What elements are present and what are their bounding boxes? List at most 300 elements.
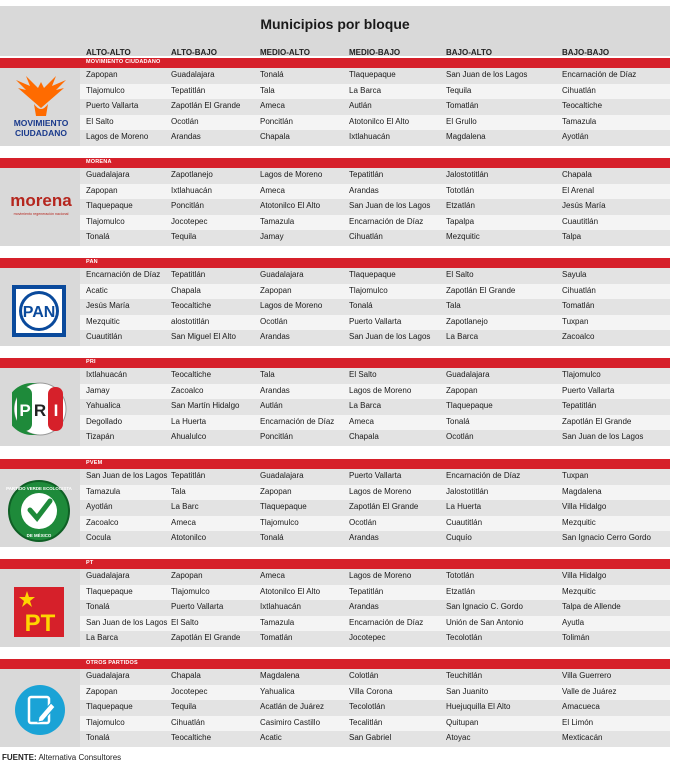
municipio-cell: Etzatlán bbox=[446, 586, 475, 596]
municipio-cell: Valle de Juárez bbox=[562, 686, 617, 696]
municipio-cell: Autlán bbox=[349, 101, 372, 111]
party-bar-left bbox=[0, 459, 80, 469]
municipio-cell: Tepatitlán bbox=[562, 401, 597, 411]
municipio-cell: Tlaquepaque bbox=[446, 401, 493, 411]
municipio-cell: Cuquío bbox=[446, 533, 472, 543]
municipio-cell: Ixtlahuacán bbox=[260, 602, 301, 612]
movimiento-ciudadano-logo bbox=[6, 74, 76, 140]
municipio-cell: Arandas bbox=[260, 332, 290, 342]
party-block bbox=[0, 358, 670, 446]
municipio-cell: San Juan de los Lagos bbox=[349, 201, 431, 211]
party-label: MOVIMIENTO CIUDADANO bbox=[86, 59, 161, 65]
municipio-cell: Yahualica bbox=[86, 401, 121, 411]
municipio-cell: Zapotlán El Grande bbox=[171, 101, 241, 111]
municipio-cell: Magdalena bbox=[446, 132, 486, 142]
municipio-cell: Cihuatlán bbox=[171, 717, 205, 727]
municipio-cell: Cihuatlán bbox=[349, 232, 383, 242]
party-logo-cell bbox=[0, 168, 80, 246]
table-row bbox=[80, 315, 670, 331]
municipio-cell: Tepatitlán bbox=[171, 270, 206, 279]
table-row bbox=[80, 84, 670, 100]
municipio-cell: Zapotlán El Grande bbox=[446, 285, 516, 295]
title-bar bbox=[0, 6, 670, 56]
otros-partidos-logo bbox=[13, 683, 67, 737]
municipio-cell: Tuxpan bbox=[562, 471, 589, 480]
municipio-cell: Atoyac bbox=[446, 733, 471, 743]
municipio-cell: Cuautitlán bbox=[446, 517, 483, 527]
municipio-cell: Quitupan bbox=[446, 717, 479, 727]
party-label: OTROS PARTIDOS bbox=[86, 660, 138, 666]
municipio-cell: Puerto Vallarta bbox=[349, 316, 402, 326]
municipio-cell: San Ignacio C. Gordo bbox=[446, 602, 523, 612]
municipio-cell: El Limón bbox=[562, 717, 594, 727]
municipio-cell: Talpa bbox=[562, 232, 582, 242]
municipio-cell: Chapala bbox=[171, 671, 201, 680]
table-row bbox=[80, 716, 670, 732]
municipio-cell: Degollado bbox=[86, 416, 123, 426]
municipio-cell: San Juanito bbox=[446, 686, 489, 696]
municipio-cell: Ayotlán bbox=[562, 132, 589, 142]
municipio-cell: Villa Corona bbox=[349, 686, 393, 696]
municipio-cell: Tala bbox=[260, 85, 275, 95]
municipio-cell: La Huerta bbox=[446, 502, 482, 512]
municipio-cell: Zapotlanejo bbox=[446, 316, 488, 326]
municipio-cell: Lagos de Moreno bbox=[260, 301, 323, 311]
table-row bbox=[80, 569, 670, 585]
party-bar bbox=[80, 258, 670, 268]
eagle-icon bbox=[16, 76, 66, 108]
municipio-cell: Tlajomulco bbox=[260, 517, 299, 527]
municipio-cell: Autlán bbox=[260, 401, 283, 411]
party-block bbox=[0, 58, 670, 146]
column-header: BAJO-ALTO bbox=[446, 48, 492, 57]
party-block bbox=[0, 459, 670, 547]
table-row bbox=[80, 68, 670, 84]
pvem-logo bbox=[6, 479, 72, 543]
municipio-cell: Zapopan bbox=[86, 185, 118, 195]
table-row bbox=[80, 600, 670, 616]
municipio-cell: Acatic bbox=[86, 285, 108, 295]
municipio-cell: Tepatitlán bbox=[349, 170, 384, 179]
municipio-cell: Ameca bbox=[260, 185, 285, 195]
municipio-cell: Teuchitlán bbox=[446, 671, 483, 680]
municipio-cell: Tonalá bbox=[86, 232, 110, 242]
municipio-cell: San Juan de los Lagos bbox=[446, 70, 528, 79]
party-bar bbox=[80, 158, 670, 168]
municipio-cell: Atotonilco El Alto bbox=[349, 116, 410, 126]
logo-text: PT bbox=[24, 610, 56, 637]
column-header: MEDIO-ALTO bbox=[260, 48, 310, 57]
municipio-cell: Tala bbox=[260, 370, 275, 379]
party-logo-cell bbox=[0, 469, 80, 547]
municipio-cell: Unión de San Antonio bbox=[446, 617, 524, 627]
party-bar bbox=[80, 559, 670, 569]
municipio-cell: Puerto Vallarta bbox=[86, 101, 139, 111]
municipio-cell: Arandas bbox=[349, 185, 379, 195]
municipio-cell: Teocaltiche bbox=[171, 301, 212, 311]
municipio-cell: Chapala bbox=[562, 170, 592, 179]
table-row bbox=[80, 199, 670, 215]
municipio-cell: Ameca bbox=[171, 517, 196, 527]
municipio-cell: Tecolotlán bbox=[446, 633, 483, 643]
municipio-cell: Tomatlán bbox=[562, 301, 595, 311]
municipio-cell: Zapopan bbox=[86, 686, 118, 696]
municipio-cell: Casimiro Castillo bbox=[260, 717, 321, 727]
municipio-cell: Tonalá bbox=[349, 301, 373, 311]
municipio-cell: Arandas bbox=[349, 602, 379, 612]
municipio-cell: alostotitlán bbox=[171, 316, 210, 326]
municipio-cell: Ayutla bbox=[562, 617, 585, 627]
party-label: MORENA bbox=[86, 159, 112, 165]
party-logo-cell bbox=[0, 268, 80, 346]
table-row bbox=[80, 616, 670, 632]
municipio-cell: San Juan de los Lagos bbox=[562, 432, 644, 442]
municipio-cell: San Miguel El Alto bbox=[171, 332, 236, 342]
party-bar-left bbox=[0, 358, 80, 368]
municipio-cell: Lagos de Moreno bbox=[260, 170, 323, 179]
municipio-cell: Jamay bbox=[260, 232, 284, 242]
municipio-cell: Tamazula bbox=[562, 116, 597, 126]
table-row bbox=[80, 399, 670, 415]
municipio-cell: Tlajomulco bbox=[349, 285, 388, 295]
municipio-cell: Jocotepec bbox=[171, 686, 208, 696]
party-logo-cell bbox=[0, 569, 80, 647]
table-row bbox=[80, 230, 670, 246]
table-row bbox=[80, 215, 670, 231]
municipio-cell: Encarnación de Díaz bbox=[349, 617, 424, 627]
logo-text: CIUDADANO bbox=[15, 128, 67, 138]
municipio-cell: El Salto bbox=[446, 270, 474, 279]
pan-logo bbox=[12, 285, 66, 337]
source-text: Alternativa Consultores bbox=[36, 753, 122, 762]
table-row bbox=[80, 115, 670, 131]
party-label: PRI bbox=[86, 359, 96, 365]
table-row bbox=[80, 184, 670, 200]
municipio-cell: La Barca bbox=[349, 401, 382, 411]
municipio-cell: Chapala bbox=[171, 285, 201, 295]
municipio-cell: Mezquitic bbox=[86, 316, 120, 326]
municipio-cell: La Barc bbox=[171, 502, 199, 512]
table-row bbox=[80, 299, 670, 315]
source-note bbox=[2, 753, 121, 762]
municipio-cell: Ocotlán bbox=[446, 432, 474, 442]
table-row bbox=[80, 631, 670, 647]
municipio-cell: Tlajomulco bbox=[86, 85, 125, 95]
municipio-cell: San Gabriel bbox=[349, 733, 392, 743]
municipio-cell: Ameca bbox=[349, 416, 374, 426]
column-header: BAJO-BAJO bbox=[562, 48, 610, 57]
municipio-cell: Zacoalco bbox=[86, 517, 119, 527]
table-row bbox=[80, 384, 670, 400]
municipio-cell: Zacoalco bbox=[171, 385, 204, 395]
municipio-cell: Encarnación de Díaz bbox=[562, 70, 637, 79]
municipio-cell: Jamay bbox=[86, 385, 110, 395]
municipio-cell: Amacueca bbox=[562, 702, 600, 712]
municipio-cell: Atotonilco El Alto bbox=[260, 586, 321, 596]
column-header: MEDIO-BAJO bbox=[349, 48, 401, 57]
municipio-cell: Puerto Vallarta bbox=[349, 471, 402, 480]
municipio-cell: Villa Hidalgo bbox=[562, 502, 607, 512]
municipio-cell: Cihuatlán bbox=[562, 285, 596, 295]
municipio-cell: Tizapán bbox=[86, 432, 115, 442]
municipio-cell: Huejuquilla El Alto bbox=[446, 702, 511, 712]
municipio-cell: Guadalajara bbox=[260, 270, 304, 279]
municipio-cell: Teocaltiche bbox=[562, 101, 603, 111]
municipio-cell: Tototlán bbox=[446, 185, 475, 195]
municipio-cell: San Juan de los Lagos bbox=[349, 332, 431, 342]
municipio-cell: Tecalitlán bbox=[349, 717, 383, 727]
municipio-cell: Tlaquepaque bbox=[349, 70, 396, 79]
municipio-cell: Zapotlanejo bbox=[171, 170, 213, 179]
municipio-cell: Puerto Vallarta bbox=[562, 385, 615, 395]
municipio-cell: La Barca bbox=[446, 332, 479, 342]
table-row bbox=[80, 430, 670, 446]
municipio-cell: Arandas bbox=[349, 533, 379, 543]
party-bar bbox=[80, 459, 670, 469]
municipio-cell: Tapalpa bbox=[446, 216, 475, 226]
municipio-cell: Ixtlahuacán bbox=[171, 185, 212, 195]
municipio-cell: Mezquitic bbox=[562, 517, 596, 527]
municipio-cell: San Ignacio Cerro Gordo bbox=[562, 533, 651, 543]
municipio-cell: Jocotepec bbox=[171, 216, 208, 226]
party-logo-cell bbox=[0, 669, 80, 747]
municipio-cell: Tala bbox=[171, 486, 186, 496]
party-bar-left bbox=[0, 158, 80, 168]
logo-text: DE MÉXICO bbox=[26, 533, 52, 538]
party-bar-left bbox=[0, 659, 80, 669]
municipio-cell: Zapopan bbox=[86, 70, 118, 79]
logo-text: P bbox=[19, 401, 31, 420]
municipio-cell: Teocaltiche bbox=[171, 370, 212, 379]
table-row bbox=[80, 531, 670, 547]
municipio-cell: Tlajomulco bbox=[562, 370, 601, 379]
municipio-cell: Zapotlán El Grande bbox=[349, 502, 419, 512]
logo-text: MOVIMIENTO bbox=[13, 118, 69, 128]
municipio-cell: Talpa de Allende bbox=[562, 602, 621, 612]
table-row bbox=[80, 500, 670, 516]
municipio-cell: San Juan de los Lagos bbox=[86, 471, 168, 480]
party-logo-cell bbox=[0, 68, 80, 146]
municipio-cell: Mezquitic bbox=[562, 586, 596, 596]
municipio-cell: Tepatitlán bbox=[171, 471, 206, 480]
municipio-cell: Cuautitlán bbox=[562, 216, 599, 226]
municipio-cell: Jesús María bbox=[562, 201, 606, 211]
municipio-cell: Zapotlán El Grande bbox=[171, 633, 241, 643]
municipio-cell: Arandas bbox=[260, 385, 290, 395]
municipio-cell: Chapala bbox=[260, 132, 290, 142]
municipio-cell: Tomatlán bbox=[446, 101, 479, 111]
municipio-cell: Teocaltiche bbox=[171, 733, 212, 743]
municipio-cell: Cuautitlán bbox=[86, 332, 123, 342]
table-row bbox=[80, 685, 670, 701]
party-block bbox=[0, 659, 670, 747]
municipio-cell: Tamazula bbox=[260, 216, 295, 226]
party-bar bbox=[80, 659, 670, 669]
municipio-cell: Cocula bbox=[86, 533, 111, 543]
municipio-cell: Tepatitlán bbox=[349, 586, 384, 596]
table-row bbox=[80, 368, 670, 384]
logo-text: I bbox=[53, 401, 59, 420]
municipio-cell: Ocotlán bbox=[260, 316, 288, 326]
municipio-cell: Encarnación de Díaz bbox=[349, 216, 424, 226]
municipio-cell: Tala bbox=[446, 301, 461, 311]
municipio-cell: Puerto Vallarta bbox=[171, 602, 224, 612]
municipio-cell: Guadalajara bbox=[86, 170, 130, 179]
party-bar bbox=[80, 58, 670, 68]
municipio-cell: Tototlán bbox=[446, 571, 475, 580]
table-row bbox=[80, 330, 670, 346]
municipio-cell: Chapala bbox=[349, 432, 379, 442]
municipio-cell: Tlajomulco bbox=[86, 216, 125, 226]
municipio-cell: Villa Hidalgo bbox=[562, 571, 607, 580]
municipio-cell: Zapopan bbox=[260, 486, 292, 496]
municipio-cell: Acatlán de Juárez bbox=[260, 702, 325, 712]
municipio-cell: La Barca bbox=[349, 85, 382, 95]
municipio-cell: Guadalajara bbox=[446, 370, 490, 379]
municipio-cell: Villa Guerrero bbox=[562, 671, 612, 680]
party-bar-left bbox=[0, 559, 80, 569]
table-row bbox=[80, 585, 670, 601]
municipio-cell: Guadalajara bbox=[260, 471, 304, 480]
municipio-cell: Cihuatlán bbox=[562, 85, 596, 95]
municipio-cell: Tlaquepaque bbox=[86, 702, 133, 712]
municipio-cell: Atotonilco bbox=[171, 533, 207, 543]
municipio-cell: Mezquitic bbox=[446, 232, 480, 242]
municipio-cell: El Salto bbox=[171, 617, 199, 627]
municipio-cell: Jalostotitlán bbox=[446, 170, 489, 179]
party-label: PVEM bbox=[86, 460, 103, 466]
municipio-cell: Ayotlán bbox=[86, 502, 113, 512]
municipio-cell: Sayula bbox=[562, 270, 587, 279]
municipio-cell: Tlaquepaque bbox=[349, 270, 396, 279]
party-block bbox=[0, 158, 670, 246]
table-row bbox=[80, 268, 670, 284]
municipio-cell: El Grullo bbox=[446, 116, 477, 126]
table-row bbox=[80, 415, 670, 431]
municipio-cell: Tamazula bbox=[260, 617, 295, 627]
municipio-cell: Tolimán bbox=[562, 633, 590, 643]
party-bar-left bbox=[0, 258, 80, 268]
municipio-cell: Encarnación de Díaz bbox=[86, 270, 161, 279]
municipio-cell: Ameca bbox=[260, 571, 285, 580]
municipio-cell: Guadalajara bbox=[86, 671, 130, 680]
municipio-cell: Lagos de Moreno bbox=[349, 385, 412, 395]
municipio-cell: Zapopan bbox=[171, 571, 203, 580]
municipio-cell: Zapopan bbox=[446, 385, 478, 395]
municipio-cell: Tamazula bbox=[86, 486, 121, 496]
municipio-cell: Encarnación de Díaz bbox=[446, 471, 521, 480]
party-bar bbox=[80, 358, 670, 368]
table-row bbox=[80, 99, 670, 115]
column-header: ALTO-BAJO bbox=[171, 48, 217, 57]
municipio-cell: Tuxpan bbox=[562, 316, 589, 326]
municipio-cell: Tonalá bbox=[86, 602, 110, 612]
municipio-cell: Jocotepec bbox=[349, 633, 386, 643]
table-row bbox=[80, 469, 670, 485]
logo-text: PAN bbox=[22, 304, 56, 321]
municipio-cell: Guadalajara bbox=[86, 571, 130, 580]
municipio-cell: Mexticacán bbox=[562, 733, 603, 743]
logo-text: morena bbox=[10, 191, 72, 210]
table-row bbox=[80, 731, 670, 747]
page-title: Municipios por bloque bbox=[260, 16, 410, 32]
municipio-cell: Zacoalco bbox=[562, 332, 595, 342]
source-label: FUENTE: bbox=[2, 753, 37, 762]
table-row bbox=[80, 516, 670, 532]
municipio-cell: Jalostotitlán bbox=[446, 486, 489, 496]
pri-logo bbox=[12, 381, 68, 437]
column-header: ALTO-ALTO bbox=[86, 48, 131, 57]
table-row bbox=[80, 284, 670, 300]
municipio-cell: Atotonilco El Alto bbox=[260, 201, 321, 211]
municipio-cell: Magdalena bbox=[562, 486, 602, 496]
municipio-cell: Tlaquepaque bbox=[86, 201, 133, 211]
municipio-cell: San Martín Hidalgo bbox=[171, 401, 240, 411]
municipio-cell: Yahualica bbox=[260, 686, 295, 696]
party-bar-left bbox=[0, 58, 80, 68]
municipio-cell: La Huerta bbox=[171, 416, 207, 426]
municipio-cell: Poncitlán bbox=[260, 432, 293, 442]
municipio-cell: Tecolotlán bbox=[349, 702, 386, 712]
municipio-cell: Tonalá bbox=[86, 733, 110, 743]
logo-text: movimiento regeneración nacional bbox=[13, 212, 69, 216]
municipio-cell: Magdalena bbox=[260, 671, 300, 680]
table-row bbox=[80, 669, 670, 685]
pt-logo bbox=[14, 587, 64, 637]
table-row bbox=[80, 130, 670, 146]
party-logo-cell bbox=[0, 368, 80, 446]
municipio-cell: Tonalá bbox=[260, 70, 284, 79]
party-label: PT bbox=[86, 560, 94, 566]
morena-logo bbox=[4, 188, 78, 222]
municipio-cell: Jesús María bbox=[86, 301, 130, 311]
party-block bbox=[0, 559, 670, 647]
municipio-cell: Tepatitlán bbox=[171, 85, 206, 95]
municipio-cell: Poncitlán bbox=[260, 116, 293, 126]
municipio-cell: Encarnación de Díaz bbox=[260, 416, 335, 426]
municipio-cell: Tlajomulco bbox=[86, 717, 125, 727]
municipio-cell: Colotlán bbox=[349, 671, 379, 680]
municipio-cell: Arandas bbox=[171, 132, 201, 142]
table-row bbox=[80, 700, 670, 716]
municipio-cell: Tequila bbox=[446, 85, 472, 95]
table-row bbox=[80, 485, 670, 501]
municipio-cell: Tlaquepaque bbox=[260, 502, 307, 512]
municipio-cell: Tonalá bbox=[260, 533, 284, 543]
municipio-cell: Tlajomulco bbox=[171, 586, 210, 596]
municipio-cell: Tonalá bbox=[446, 416, 470, 426]
municipio-cell: San Juan de los Lagos bbox=[86, 617, 168, 627]
municipio-cell: El Arenal bbox=[562, 185, 595, 195]
municipio-cell: Guadalajara bbox=[171, 70, 215, 79]
municipio-cell: Ocotlán bbox=[171, 116, 199, 126]
municipio-cell: El Salto bbox=[349, 370, 377, 379]
municipio-cell: Zapopan bbox=[260, 285, 292, 295]
municipio-cell: Acatic bbox=[260, 733, 282, 743]
municipio-cell: Zapotlán El Grande bbox=[562, 416, 632, 426]
municipio-cell: Tlaquepaque bbox=[86, 586, 133, 596]
table-row bbox=[80, 168, 670, 184]
municipio-cell: La Barca bbox=[86, 633, 119, 643]
logo-text: PARTIDO VERDE ECOLOGISTA bbox=[6, 486, 72, 491]
party-label: PAN bbox=[86, 259, 98, 265]
municipio-cell: Ameca bbox=[260, 101, 285, 111]
municipio-cell: Tomatlán bbox=[260, 633, 293, 643]
municipio-cell: Lagos de Moreno bbox=[86, 132, 149, 142]
logo-text: R bbox=[33, 401, 47, 420]
municipio-cell: Etzatlán bbox=[446, 201, 475, 211]
municipio-cell: Ixtlahuacán bbox=[86, 370, 127, 379]
